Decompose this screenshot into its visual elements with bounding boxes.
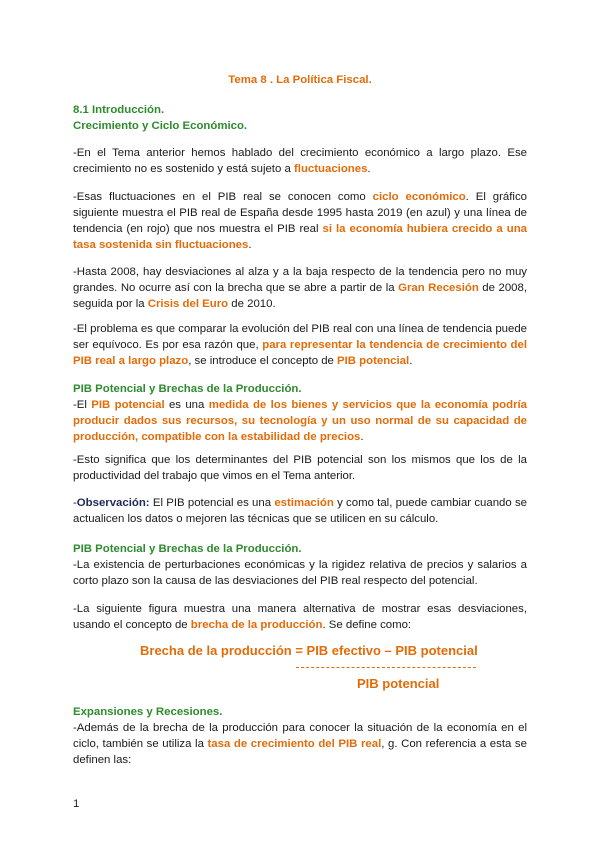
highlight-text: fluctuaciones [293, 163, 368, 175]
highlight-text: medida de los bienes y servicios que la economía podría producir dados sus recursos, su tecnología y un uso normal de su capacidad de producción, compatible con la estabilidad de precios [73, 399, 528, 443]
text-run: . Se define como: [322, 619, 412, 631]
text-run: -En el Tema anterior hemos hablado del crecimiento económico a largo plazo. Ese crecimiento no es sostenido y está sujeto a [73, 147, 527, 175]
text-run: de 2010. [228, 298, 276, 310]
highlight-text: PIB potencial [91, 399, 165, 411]
paragraph [73, 264, 527, 312]
highlight-text: brecha de la producción [190, 619, 323, 631]
paragraph [73, 601, 527, 633]
paragraph [73, 189, 527, 253]
text-run: . [248, 239, 252, 251]
page-title: Tema 8 . La Política Fiscal. [228, 74, 372, 86]
text-run: - [73, 497, 77, 509]
section-potential [73, 381, 527, 445]
fraction-bar [296, 667, 476, 668]
text-run: . [367, 163, 371, 175]
page-number: 1 [73, 798, 80, 810]
paragraph [73, 452, 527, 484]
text-run: -Esas fluctuaciones en el PIB real se conocen como [73, 191, 373, 203]
section-subheading: Crecimiento y Ciclo Económico. [73, 120, 248, 132]
paragraph [73, 145, 527, 177]
paragraph-text: -La existencia de perturbaciones económicas y la rigidez relativa de precios y salarios a corto plazo son la causa de las desviaciones del PIB real respecto del potencial. [73, 559, 527, 587]
text-run: de 2008, seguida por la [73, 282, 527, 310]
section-intro [73, 102, 527, 134]
section-gaps [73, 541, 527, 589]
paragraph-text: -Esto significa que los determinantes del PIB potencial son los mismos que los de la productividad del trabajo que vimos en el Tema anterior. [73, 454, 527, 482]
paragraph [73, 321, 527, 369]
text-run: -El [73, 399, 92, 411]
formula-denominator: PIB potencial [357, 676, 440, 691]
section-heading: 8.1 Introducción. [73, 104, 165, 116]
highlight-text: Crisis del Euro [147, 298, 229, 310]
section-heading: Expansiones y Recesiones. [73, 706, 223, 718]
text-run: , se introduce el concepto de [188, 355, 338, 367]
text-run: -Además de la brecha de la producción para conocer la situación de la economía en el ciclo, también se utiliza la [73, 722, 527, 750]
highlight-text: si la economía hubiera crecido a una tasa sostenida sin fluctuaciones [73, 223, 527, 251]
highlight-text: Gran Recesión [398, 282, 479, 294]
highlight-text: ciclo económico [372, 191, 466, 203]
text-run: . El gráfico siguiente muestra el PIB real de España desde 1995 hasta 2019 (en azul) y una línea de tendencia (en rojo) que nos muestra el PIB real [73, 191, 527, 235]
text-run: y como tal, puede cambiar cuando se actualicen los datos o mejoren las técnicas que se utilicen en su cálculo. [73, 497, 528, 525]
text-run: El PIB potencial es una [149, 497, 275, 509]
section-expansions [73, 704, 527, 768]
highlight-text: estimación [274, 497, 334, 509]
highlight-text: tasa de crecimiento del PIB real [207, 738, 382, 750]
formula-numerator: Brecha de la producción = PIB efectivo – PIB potencial [140, 643, 478, 658]
text-run: . [360, 431, 364, 443]
observation-label: Observación: [76, 497, 150, 509]
paragraph [73, 495, 527, 527]
text-run: , g. Con referencia a esta se definen las: [73, 738, 527, 766]
text-run: -Hasta 2008, hay desviaciones al alza y a la baja respecto de la tendencia pero no muy grandes. No ocurre así con la brecha que se abre a partir de la [73, 266, 527, 294]
text-run: . [409, 355, 413, 367]
text-run: -La siguiente figura muestra una manera alternativa de mostrar esas desviaciones, usando el concepto de [73, 603, 527, 631]
section-heading: PIB Potencial y Brechas de la Producción. [73, 383, 302, 395]
section-heading: PIB Potencial y Brechas de la Producción. [73, 543, 302, 555]
text-run: es una [164, 399, 209, 411]
text-run: -El problema es que comparar la evolución del PIB real con una línea de tendencia puede ser equívoco. Es por esa razón que, [73, 323, 527, 351]
highlight-text: PIB potencial [337, 355, 410, 367]
highlight-text: para representar la tendencia de crecimiento del PIB real a largo plazo [73, 339, 528, 367]
